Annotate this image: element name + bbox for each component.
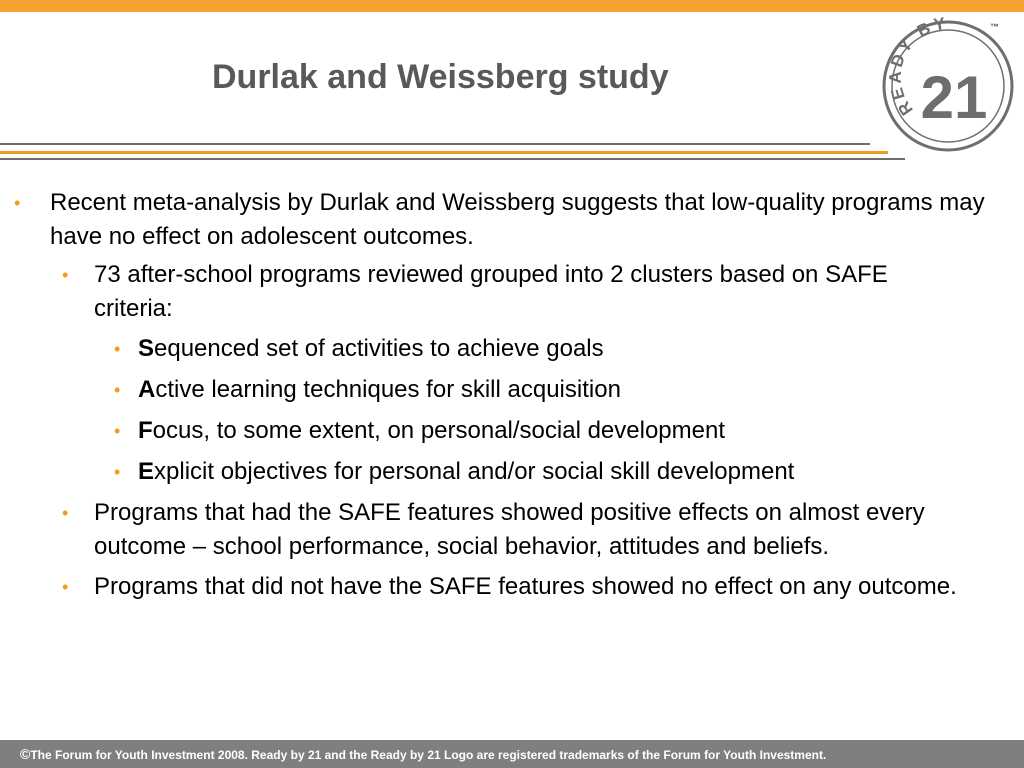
bullet-icon: • (14, 193, 21, 213)
divider-line-gray-bottom (0, 158, 905, 160)
slide-title: Durlak and Weissberg study (212, 58, 669, 96)
footer-text: The Forum for Youth Investment 2008. Ready by 21 and the Ready by 21 Logo are registered trademarks of the Forum for Youth Investment. (30, 748, 827, 762)
bullet-icon: • (114, 339, 121, 359)
top-accent-bar (0, 0, 1024, 12)
list-item (0, 186, 1000, 254)
list-item-safe-e (0, 455, 1000, 489)
bullet-text: Programs that did not have the SAFE features showed no effect on any outcome. (94, 573, 957, 600)
bullet-icon: • (62, 265, 69, 285)
safe-text: equenced set of activities to achieve goals (154, 335, 604, 362)
logo-arc-text: READY BY (885, 14, 950, 119)
bullet-icon: • (114, 421, 121, 441)
ready-by-21-logo (880, 14, 1020, 154)
bullet-icon: • (114, 380, 121, 400)
list-item (0, 570, 1000, 604)
bullet-icon: • (114, 462, 121, 482)
safe-text: ocus, to some extent, on personal/social development (152, 417, 726, 444)
safe-text: xplicit objectives for personal and/or social skill development (154, 458, 795, 485)
bullet-text: Programs that had the SAFE features showed positive effects on almost every outcome – school performance, social behavior, attitudes and beliefs. (94, 499, 925, 560)
list-item (0, 496, 1000, 564)
copyright-icon: © (20, 746, 31, 762)
divider-line-orange (0, 151, 888, 154)
safe-initial: A (138, 376, 156, 403)
bullet-text: 73 after-school programs reviewed grouped into 2 clusters based on SAFE criteria: (94, 261, 888, 322)
bullet-icon: • (62, 577, 69, 597)
divider-line-gray-top (0, 143, 870, 145)
list-item-safe-a (0, 373, 1000, 407)
safe-initial: E (138, 458, 155, 485)
list-item-safe-s (0, 332, 1000, 366)
safe-text: ctive learning techniques for skill acquisition (155, 376, 621, 403)
bullet-text: Recent meta-analysis by Durlak and Weissberg suggests that low-quality programs may have no effect on adolescent outcomes. (50, 189, 985, 250)
bullet-icon: • (62, 503, 69, 523)
list-item-safe-f (0, 414, 1000, 448)
list-item (0, 258, 1000, 326)
safe-initial: F (138, 417, 153, 444)
logo-number: 21 (920, 64, 988, 131)
bullet-list (0, 186, 1000, 610)
trademark-symbol: ™ (990, 22, 999, 32)
footer-bar (0, 740, 1024, 768)
safe-initial: S (138, 335, 155, 362)
